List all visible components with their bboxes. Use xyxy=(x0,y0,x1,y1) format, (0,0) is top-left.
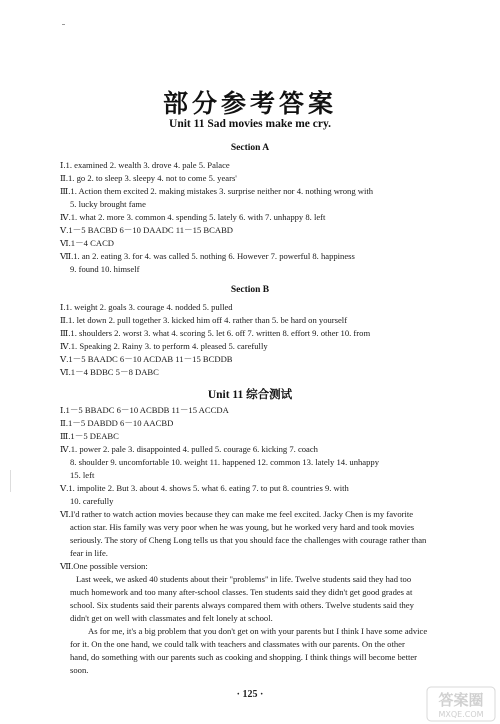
answer-line: Ⅲ.1. Action them excited 2. making mistakes 3. surprise neither nor 4. nothing wrong with xyxy=(60,186,374,196)
essay-line: school. Six students said their parents always compared them with others. Twelve students said they xyxy=(70,600,414,610)
answer-line: Ⅴ.1－5 BAADC 6－10 ACDAB 11－15 BCDDB xyxy=(60,354,233,364)
watermark-subtext: MXQE.COM xyxy=(438,710,484,719)
answer-line: Ⅱ.1－5 DABDD 6－10 AACBD xyxy=(60,418,174,428)
test-heading: Unit 11 综合测试 xyxy=(207,389,293,401)
essay-line: hand, do something with our parents such as cooking and shopping. I think things will become better xyxy=(70,652,418,662)
essay-line: action star. His family was very poor when he was young, but he worked very hard and took movies xyxy=(70,522,415,532)
answer-line: Ⅳ.1. Speaking 2. Rainy 3. to perform 4. pleased 5. carefully xyxy=(60,341,268,351)
section-b-heading: Section B xyxy=(230,285,270,295)
unit-heading: Unit 11 Sad movies make me cry. xyxy=(169,118,331,130)
answer-line: Ⅶ.1. an 2. eating 3. for 4. was called 5. nothing 6. However 7. powerful 8. happiness xyxy=(60,251,355,261)
answer-line: Ⅰ.1. examined 2. wealth 3. drove 4. pale 5. Palace xyxy=(60,160,230,170)
essay-line: As for me, it's a big problem that you don't get on with your parents but I think I have some advice xyxy=(88,626,428,636)
essay-line: soon. xyxy=(70,665,89,675)
site-watermark-logo xyxy=(426,686,496,722)
answer-line: 5. lucky brought fame xyxy=(70,199,146,209)
answer-line: Ⅱ.1. go 2. to sleep 3. sleepy 4. not to come 5. years' xyxy=(60,173,237,183)
essay-line: Ⅶ.One possible version: xyxy=(60,561,148,571)
section-a-heading: Section A xyxy=(230,143,270,153)
answer-line: Ⅰ.1－5 BBADC 6－10 ACBDB 11－15 ACCDA xyxy=(60,405,229,415)
answer-line: Ⅵ.1－4 BDBC 5－8 DABC xyxy=(60,367,159,377)
essay-line: Ⅵ.I'd rather to watch action movies because they can make me feel excited. Jacky Chen is my favorite xyxy=(60,509,414,519)
answer-line: 8. shoulder 9. uncomfortable 10. weight 11. happened 12. common 13. lately 14. unhappy xyxy=(70,457,379,467)
watermark-text: 答案圈 xyxy=(438,691,484,709)
answer-line: Ⅳ.1. power 2. pale 3. disappointed 4. pulled 5. courage 6. kicking 7. coach xyxy=(60,444,318,454)
answer-line: 9. found 10. himself xyxy=(70,264,140,274)
answer-line: Ⅴ.1－5 BACBD 6－10 DAADC 11－15 BCABD xyxy=(60,225,234,235)
answer-line: Ⅲ.1－5 DEABC xyxy=(60,431,119,441)
answer-line: 10. carefully xyxy=(70,496,114,506)
page-number: · 125 · xyxy=(236,689,264,700)
corner-mark xyxy=(62,24,65,25)
essay-line: Last week, we asked 40 students about their "problems" in life. Twelve students said they had too xyxy=(76,574,412,584)
essay-line: much homework and too many after-school classes. Ten students said they didn't get good grades at xyxy=(70,587,413,597)
margin-mark xyxy=(10,470,11,492)
page-title: 部分参考答案 xyxy=(162,89,337,118)
answer-line: 15. left xyxy=(70,470,95,480)
essay-line: didn't get on well with classmates and felt lonely at school. xyxy=(70,613,273,623)
essay-line: fear in life. xyxy=(70,548,108,558)
answer-line: Ⅳ.1. what 2. more 3. common 4. spending 5. lately 6. with 7. unhappy 8. left xyxy=(60,212,326,222)
answer-line: Ⅴ.1. impolite 2. But 3. about 4. shows 5. what 6. eating 7. to put 8. countries 9. with xyxy=(60,483,349,493)
answer-line: Ⅲ.1. shoulders 2. worst 3. what 4. scoring 5. let 6. off 7. written 8. effort 9. other 10. from xyxy=(60,328,371,338)
answer-line: Ⅰ.1. weight 2. goals 3. courage 4. nodded 5. pulled xyxy=(60,302,233,312)
answer-line: Ⅵ.1－4 CACD xyxy=(60,238,115,248)
answer-line: Ⅱ.1. let down 2. pull together 3. kicked him off 4. rather than 5. be hard on yourself xyxy=(60,315,348,325)
essay-line: seriously. The story of Cheng Long tells us that you should face the challenges with courage rather than xyxy=(70,535,427,545)
essay-line: for it. On the one hand, we could talk with teachers and classmates with our parents. On the other xyxy=(70,639,405,649)
